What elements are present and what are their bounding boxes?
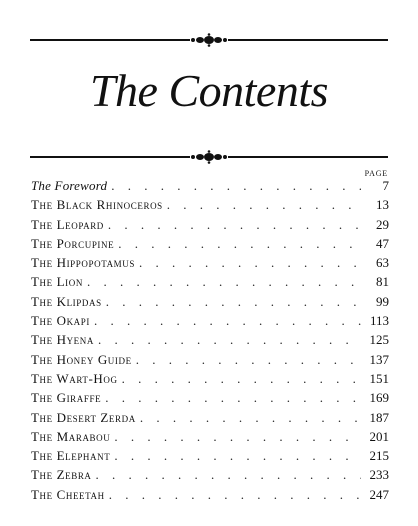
entry-title: The Leopard: [31, 216, 104, 232]
entry-page-number: 169: [369, 390, 389, 406]
dot-leader: [114, 429, 361, 445]
entry-title: The Hippopotamus: [31, 255, 135, 271]
entry-page-number: 47: [376, 235, 389, 251]
entry-page-number: 151: [369, 370, 389, 386]
contents-entry[interactable]: [31, 313, 389, 332]
entry-title: The Foreword: [31, 178, 108, 193]
dot-leader: [87, 274, 361, 290]
entry-title: The Okapi: [31, 313, 90, 329]
contents-entry[interactable]: [31, 294, 389, 313]
entry-page-number: 247: [369, 486, 389, 502]
dot-leader: [98, 332, 361, 348]
contents-entry[interactable]: [31, 197, 389, 216]
contents-entry[interactable]: [31, 371, 389, 390]
dot-leader: [109, 487, 361, 503]
entry-page-number: 99: [376, 293, 389, 309]
rule-line-left: [30, 39, 190, 41]
entry-title: The Wart-Hog: [31, 370, 118, 386]
entry-page-number: 7: [382, 178, 389, 193]
fleuron-ornament-icon: [188, 33, 230, 47]
entry-page-number: 125: [369, 332, 389, 348]
entry-title: The Lion: [31, 274, 83, 290]
entry-title: The Cheetah: [31, 486, 105, 502]
top-ornamental-rule: [30, 33, 388, 47]
entry-title: The Black Rhinoceros: [31, 197, 163, 213]
contents-entry[interactable]: [31, 429, 389, 448]
contents-entry[interactable]: [31, 410, 389, 429]
dot-leader: [139, 255, 361, 271]
entry-page-number: 137: [369, 351, 389, 367]
entry-page-number: 81: [376, 274, 389, 290]
entry-page-number: 13: [376, 197, 389, 213]
contents-entry[interactable]: [31, 332, 389, 351]
dot-leader: [167, 197, 361, 213]
entry-title: The Marabou: [31, 428, 111, 444]
page-title: The Contents: [89, 65, 329, 116]
rule-line-right: [228, 39, 388, 41]
contents-entry[interactable]: [31, 178, 389, 197]
contents-entry[interactable]: [31, 217, 389, 236]
dot-leader: [94, 313, 361, 329]
entry-title: The Hyena: [31, 332, 94, 348]
contents-list: [31, 178, 389, 506]
entry-page-number: 63: [376, 255, 389, 271]
contents-entry[interactable]: [31, 236, 389, 255]
rule-line-left: [30, 156, 190, 158]
entry-title: The Desert Zerda: [31, 409, 136, 425]
contents-entry[interactable]: [31, 274, 389, 293]
contents-entry[interactable]: [31, 352, 389, 371]
dot-leader: [136, 352, 361, 368]
entry-title: The Honey Guide: [31, 351, 132, 367]
entry-page-number: 113: [369, 313, 389, 329]
page-column-header: PAGE: [364, 169, 388, 178]
rule-line-right: [228, 156, 388, 158]
contents-entry[interactable]: [31, 390, 389, 409]
fleuron-ornament-icon: [188, 150, 230, 164]
dot-leader: [96, 467, 361, 483]
entry-page-number: 233: [369, 467, 389, 483]
contents-entry[interactable]: [31, 487, 389, 506]
contents-entry[interactable]: [31, 448, 389, 467]
bottom-ornamental-rule: [30, 150, 388, 164]
dot-leader: [106, 294, 361, 310]
contents-entry[interactable]: [31, 255, 389, 274]
entry-title: The Elephant: [31, 448, 111, 464]
entry-page-number: 215: [369, 448, 389, 464]
dot-leader: [105, 390, 361, 406]
entry-title: The Giraffe: [31, 390, 102, 406]
contents-entry[interactable]: [31, 467, 389, 486]
dot-leader: [111, 178, 361, 194]
dot-leader: [108, 217, 361, 233]
dot-leader: [122, 371, 361, 387]
entry-page-number: 187: [369, 409, 389, 425]
entry-title: The Porcupine: [31, 235, 115, 251]
dot-leader: [140, 410, 361, 426]
dot-leader: [114, 448, 361, 464]
entry-page-number: 201: [369, 428, 389, 444]
dot-leader: [118, 236, 361, 252]
entry-page-number: 29: [376, 216, 389, 232]
entry-title: The Zebra: [31, 467, 92, 483]
entry-title: The Klipdas: [31, 293, 102, 309]
